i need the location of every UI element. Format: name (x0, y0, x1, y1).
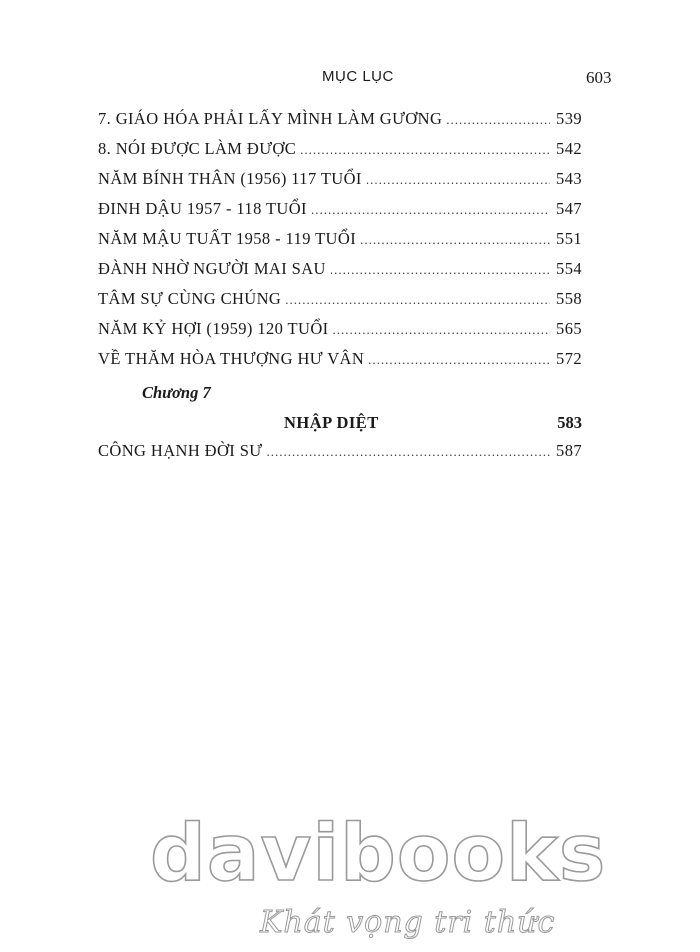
chapter-title: NHẬP DIỆT (284, 413, 379, 432)
toc-entry-title: 7. GIÁO HÓA PHẢI LẤY MÌNH LÀM GƯƠNG (98, 109, 443, 128)
toc-entry (98, 109, 582, 139)
page-number: 603 (586, 68, 612, 87)
toc-entry-title: ĐINH DẬU 1957 - 118 TUỔI (98, 199, 307, 218)
toc-entry-page: 542 (556, 139, 582, 158)
dot-leader (267, 444, 551, 460)
watermark-logo: davibooks (150, 809, 607, 899)
dot-leader (368, 352, 550, 368)
toc-entry-page: 572 (556, 349, 582, 368)
table-of-contents (98, 109, 582, 471)
toc-entry-title: CÔNG HẠNH ĐỜI SƯ (98, 441, 263, 460)
toc-entry-page: 587 (556, 441, 582, 460)
toc-entry (98, 139, 582, 169)
toc-entry-page: 554 (556, 259, 582, 278)
toc-entry-page: 547 (556, 199, 582, 218)
toc-entry-page: 551 (556, 229, 582, 248)
toc-entry-title: NĂM BÍNH THÂN (1956) 117 TUỔI (98, 169, 362, 188)
toc-entry (98, 289, 582, 319)
watermark-tagline: Khát vọng tri thức (260, 905, 556, 940)
dot-leader (446, 112, 550, 128)
toc-entry (98, 259, 582, 289)
toc-entry-title: NĂM MẬU TUẤT 1958 - 119 TUỔI (98, 229, 357, 248)
toc-entry (98, 169, 582, 199)
toc-entry (98, 229, 582, 259)
toc-entry-page: 539 (556, 109, 582, 128)
chapter-heading (98, 407, 582, 439)
toc-entry (98, 349, 582, 379)
toc-entry-title: 8. NÓI ĐƯỢC LÀM ĐƯỢC (98, 139, 297, 158)
dot-leader (300, 142, 550, 158)
toc-entry-page: 558 (556, 289, 582, 308)
toc-entry-title: VỀ THĂM HÒA THƯỢNG HƯ VÂN (98, 349, 365, 368)
dot-leader (285, 292, 550, 308)
dot-leader (311, 202, 550, 218)
toc-entry-title: NĂM KỶ HỢI (1959) 120 TUỔI (98, 319, 329, 338)
toc-entry (98, 199, 582, 229)
publisher-watermark (0, 809, 700, 952)
dot-leader (333, 322, 550, 338)
toc-entry-title: ĐÀNH NHỜ NGƯỜI MAI SAU (98, 259, 326, 278)
chapter-label: Chương 7 (142, 383, 211, 402)
toc-entry-page: 543 (556, 169, 582, 188)
chapter-page: 583 (557, 413, 582, 432)
toc-entry-page: 565 (556, 319, 582, 338)
toc-entry (98, 441, 582, 471)
dot-leader (366, 172, 550, 188)
toc-entry-title: TÂM SỰ CÙNG CHÚNG (98, 289, 282, 308)
running-title: MỤC LỤC (322, 68, 394, 85)
running-header (0, 68, 700, 92)
dot-leader (330, 262, 550, 278)
dot-leader (360, 232, 550, 248)
toc-entry (98, 319, 582, 349)
